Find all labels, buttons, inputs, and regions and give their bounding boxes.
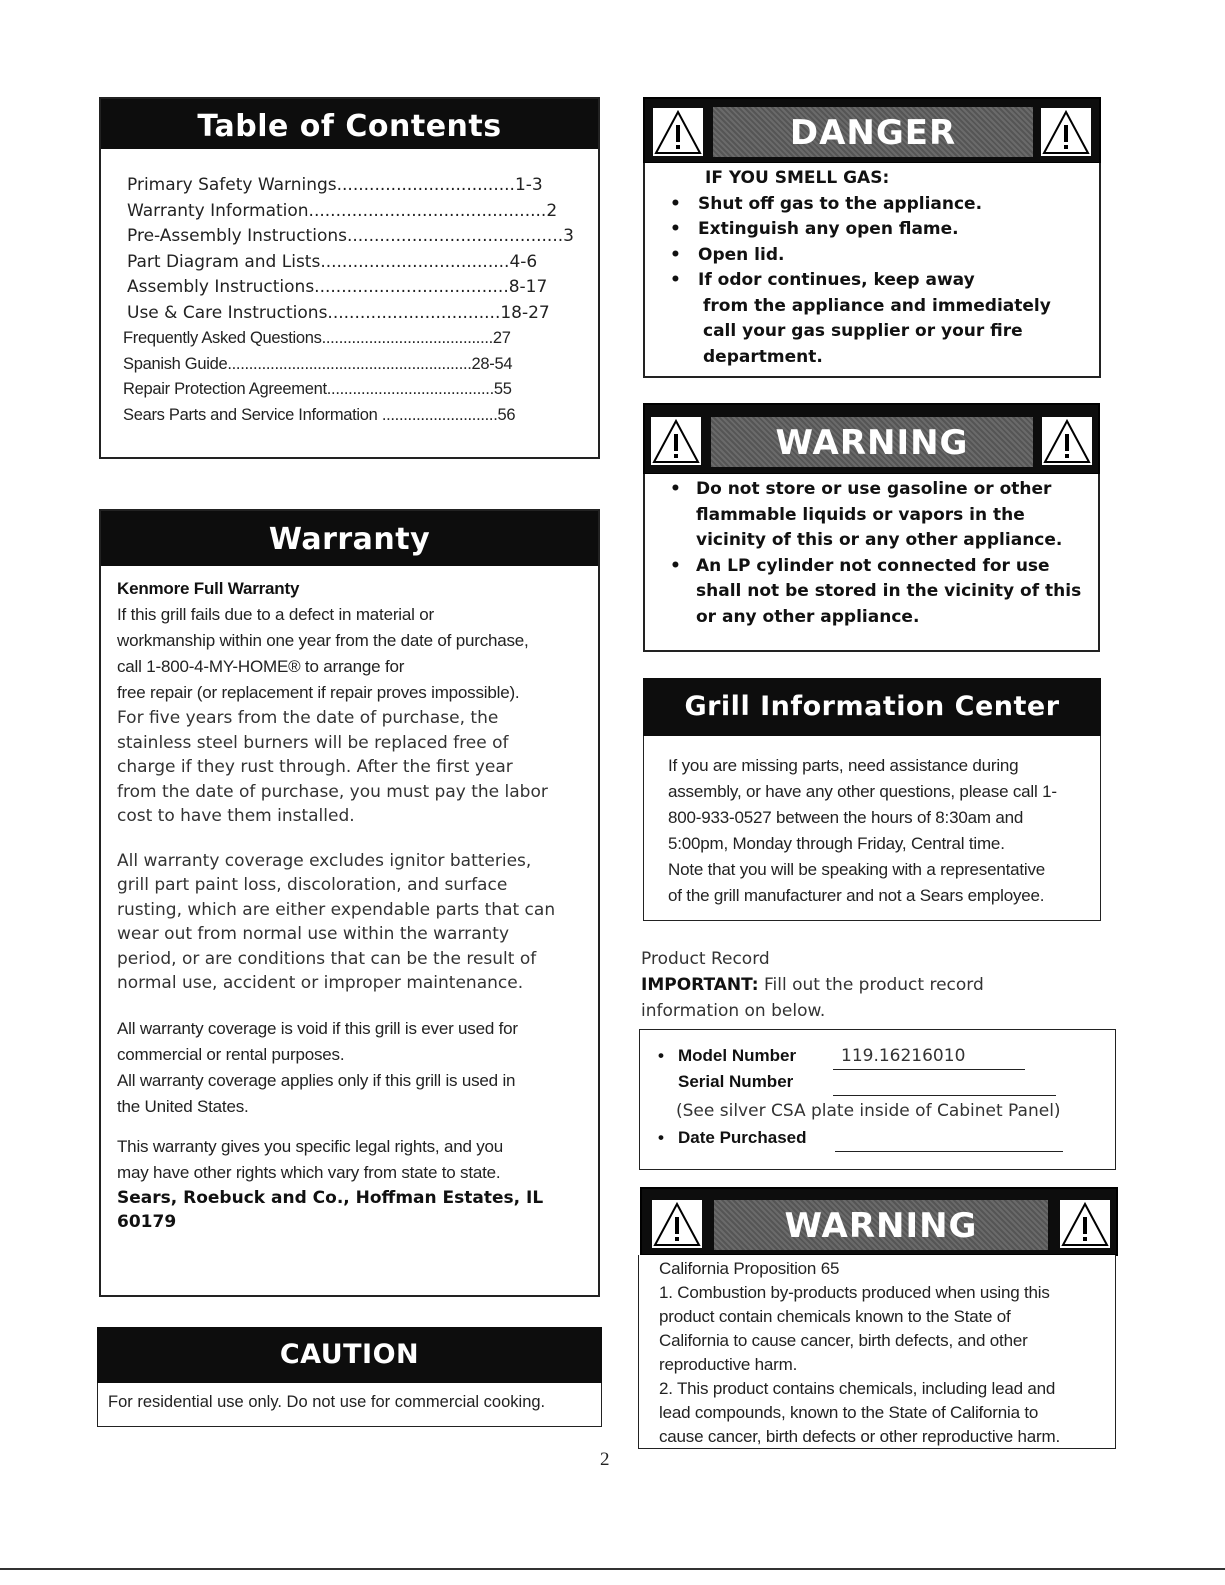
- danger-banner: [643, 97, 1101, 164]
- warning-item: • Do not store or use gasoline or other: [645, 477, 1098, 503]
- warning-triangle-icon: [651, 417, 701, 465]
- prop65-line: product contain chemicals known to the State of: [659, 1307, 1011, 1326]
- grill-info-line: of the grill manufacturer and not a Sears employee.: [668, 886, 1045, 905]
- warranty-line: grill part paint loss, discoloration, and surface: [117, 875, 508, 895]
- warranty-line: workmanship within one year from the date of purchase,: [117, 631, 529, 650]
- warning-triangle-icon: [1042, 417, 1092, 465]
- danger-heading: IF YOU SMELL GAS:: [705, 168, 890, 188]
- grill-info-line: 800-933-0527 between the hours of 8:30am and: [668, 808, 1024, 827]
- warranty-line: All warranty coverage applies only if this grill is used in: [117, 1070, 516, 1090]
- warranty-line: commercial or rental purposes.: [117, 1044, 345, 1064]
- page-number: 2: [600, 1449, 610, 1470]
- warranty-line: charge if they rust through. After the first year: [117, 757, 513, 777]
- serial-number-label: Serial Number: [678, 1072, 794, 1091]
- warranty-panel: [99, 509, 600, 1297]
- danger-item: • Shut off gas to the appliance.: [645, 192, 1099, 218]
- warranty-line: period, or are conditions that can be the result of: [117, 948, 537, 969]
- warning-item-cont: flammable liquids or vapors in the: [696, 504, 1025, 525]
- warning-label: WARNING: [711, 417, 1033, 467]
- grill-info-line: 5:00pm, Monday through Friday, Central time.: [668, 834, 1005, 853]
- danger-item-cont: from the appliance and immediately: [703, 295, 1051, 316]
- toc-panel: [99, 97, 600, 459]
- prop65-line: 2. This product contains chemicals, including lead and: [659, 1379, 1056, 1398]
- toc-entry: Pre-Assembly Instructions........................................3: [127, 226, 574, 246]
- warranty-line: may have other rights which vary from state to state.: [117, 1162, 501, 1182]
- warranty-line: For five years from the date of purchase, the: [117, 708, 499, 728]
- warning-item-cont: or any other appliance.: [696, 606, 920, 627]
- caution-text: For residential use only. Do not use for commercial cooking.: [97, 1383, 602, 1427]
- warning-triangle-icon: [652, 1200, 702, 1248]
- grill-info-panel: [643, 736, 1101, 921]
- date-purchased-field[interactable]: [835, 1128, 1063, 1152]
- warning-banner: [643, 403, 1100, 475]
- warning-triangle-icon: [653, 108, 703, 156]
- prop65-line: California Proposition 65: [659, 1259, 840, 1278]
- danger-panel: [643, 163, 1101, 378]
- danger-item-cont: department.: [703, 346, 823, 367]
- toc-entry: Use & Care Instructions................................18-27: [127, 302, 550, 323]
- prop65-line: lead compounds, known to the State of California to: [659, 1403, 1039, 1422]
- prop65-panel: [638, 1255, 1116, 1449]
- danger-item: • If odor continues, keep away: [645, 268, 1099, 294]
- warning-panel: [643, 474, 1100, 652]
- bullet: •: [658, 1128, 664, 1147]
- warranty-company: Sears, Roebuck and Co., Hoffman Estates, IL: [117, 1187, 544, 1208]
- toc-entry: Repair Protection Agreement.......................................55: [123, 380, 512, 398]
- warranty-line: wear out from normal use within the warranty: [117, 924, 510, 944]
- serial-number-field[interactable]: [833, 1072, 1056, 1096]
- important-text-cont: information on below.: [641, 1001, 826, 1021]
- prop65-line: 1. Combustion by-products produced when using this: [659, 1283, 1050, 1302]
- warning-banner: [640, 1187, 1118, 1256]
- grill-info-line: Note that you will be speaking with a representative: [668, 860, 1046, 879]
- warranty-heading: Kenmore Full Warranty: [117, 579, 300, 598]
- grill-info-line: If you are missing parts, need assistance during: [668, 756, 1019, 775]
- grill-info-title: Grill Information Center: [643, 678, 1101, 736]
- toc-entry: Warranty Information............................................2: [127, 200, 558, 221]
- toc-entry: Assembly Instructions....................................8-17: [127, 277, 548, 297]
- warning-item-cont: vicinity of this or any other appliance.: [696, 530, 1063, 550]
- danger-item: • Open lid.: [645, 243, 1099, 269]
- warranty-line: from the date of purchase, you must pay the labor: [117, 781, 548, 802]
- toc-entry: Primary Safety Warnings.................................1-3: [127, 175, 543, 195]
- date-purchased-label: Date Purchased: [678, 1128, 807, 1147]
- warranty-line: free repair (or replacement if repair proves impossible).: [117, 683, 520, 702]
- product-record-intro: [641, 946, 1111, 1024]
- toc-entry: Sears Parts and Service Information ...........................56: [123, 405, 516, 424]
- warning-label: WARNING: [714, 1200, 1048, 1250]
- product-record-title: Product Record: [641, 949, 770, 969]
- danger-item: • Extinguish any open flame.: [645, 217, 1099, 243]
- warranty-company: 60179: [117, 1212, 177, 1232]
- warranty-line: cost to have them installed.: [117, 806, 355, 826]
- warranty-title: Warranty: [101, 511, 598, 566]
- warranty-line: All warranty coverage is void if this grill is ever used for: [117, 1018, 518, 1038]
- bullet: •: [658, 1046, 664, 1065]
- toc-title: Table of Contents: [101, 99, 598, 149]
- caution-title: CAUTION: [97, 1327, 602, 1383]
- important-label: IMPORTANT:: [641, 975, 759, 995]
- prop65-line: cause cancer, birth defects or other reproductive harm.: [659, 1427, 1060, 1446]
- toc-entry: Part Diagram and Lists...................................4-6: [127, 251, 538, 272]
- toc-list: [101, 149, 598, 428]
- warning-item: • An LP cylinder not connected for use: [645, 554, 1098, 580]
- warning-triangle-icon: [1060, 1200, 1110, 1248]
- important-text: Fill out the product record: [758, 975, 984, 995]
- danger-label: DANGER: [713, 107, 1033, 157]
- footer-divider: [0, 1568, 1225, 1570]
- serial-number-note: (See silver CSA plate inside of Cabinet Panel): [676, 1101, 1061, 1121]
- prop65-line: reproductive harm.: [659, 1355, 798, 1374]
- warranty-line: rusting, which are either expendable parts that can: [117, 899, 556, 920]
- grill-info-line: assembly, or have any other questions, please call 1-: [668, 782, 1057, 801]
- model-number-label: Model Number: [678, 1046, 797, 1065]
- danger-item-cont: call your gas supplier or your fire: [703, 321, 1023, 341]
- product-record-form: [639, 1029, 1116, 1170]
- prop65-line: California to cause cancer, birth defects, and other: [659, 1331, 1028, 1350]
- warranty-line: This warranty gives you specific legal rights, and you: [117, 1136, 504, 1156]
- model-number-field[interactable]: 119.16216010: [833, 1046, 1025, 1070]
- toc-entry: Frequently Asked Questions........................................27: [123, 329, 511, 347]
- warning-triangle-icon: [1041, 108, 1091, 156]
- warranty-line: All warranty coverage excludes ignitor batteries,: [117, 850, 532, 871]
- warranty-line: If this grill fails due to a defect in material or: [117, 605, 434, 624]
- warranty-line: stainless steel burners will be replaced free of: [117, 732, 509, 753]
- warranty-line: normal use, accident or improper maintenance.: [117, 973, 524, 993]
- toc-entry: Spanish Guide.........................................................28-54: [123, 354, 513, 373]
- warranty-line: call 1-800-4-MY-HOME® to arrange for: [117, 657, 405, 676]
- warning-item-cont: shall not be stored in the vicinity of this: [696, 581, 1082, 601]
- warranty-line: the United States.: [117, 1096, 249, 1116]
